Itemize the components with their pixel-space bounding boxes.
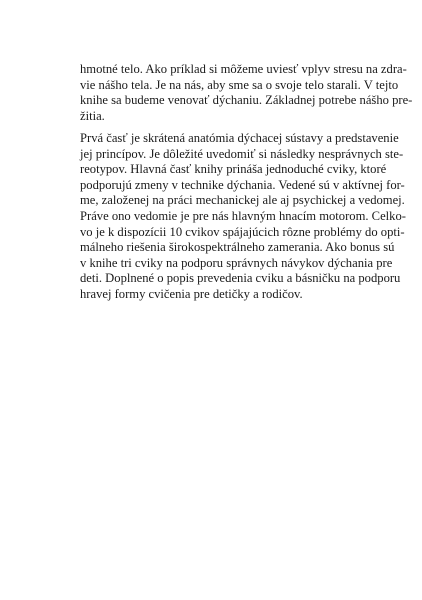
text-line: deti. Doplnené o popis prevedenia cviku a básničku na podporu xyxy=(80,271,401,286)
text-line: hravej formy cvičenia pre detičky a rodičov. xyxy=(80,286,303,301)
text-line: Prvá časť je skrátená anatómia dýchacej sústavy a predstavenie xyxy=(80,131,399,145)
paragraph-2 xyxy=(80,131,406,303)
paragraph-1 xyxy=(80,62,413,124)
text-line: hmotné telo. Ako príklad si môžeme uviesť vplyv stresu na zdra- xyxy=(80,62,407,76)
text-line: Práve ono vedomie je pre nás hlavným hnacím motorom. Celko- xyxy=(80,208,406,223)
text-line: žitia. xyxy=(80,108,105,123)
text-line: málneho riešenia širokospektrálneho zamerania. Ako bonus sú xyxy=(80,240,395,255)
text-line: jej princípov. Je dôležité uvedomiť si následky nesprávnych ste- xyxy=(80,146,404,161)
text-line: v knihe tri cviky na podporu správnych návykov dýchania pre xyxy=(80,255,393,270)
text-line: reotypov. Hlavná časť knihy prináša jednoduché cviky, ktoré xyxy=(80,162,387,177)
text-line: podporujú zmeny v technike dýchania. Vedené sú v aktívnej for- xyxy=(80,177,405,192)
text-line: me, založenej na práci mechanickej ale aj psychickej a vedomej. xyxy=(80,193,405,208)
text-line: knihe sa budeme venovať dýchaniu. Základnej potrebe nášho pre- xyxy=(80,93,413,108)
text-line: vie nášho tela. Je na nás, aby sme sa o svoje telo starali. V tejto xyxy=(80,77,399,92)
text-line: vo je k dispozícii 10 cvikov spájajúcich rôzne problémy do opti- xyxy=(80,224,405,239)
